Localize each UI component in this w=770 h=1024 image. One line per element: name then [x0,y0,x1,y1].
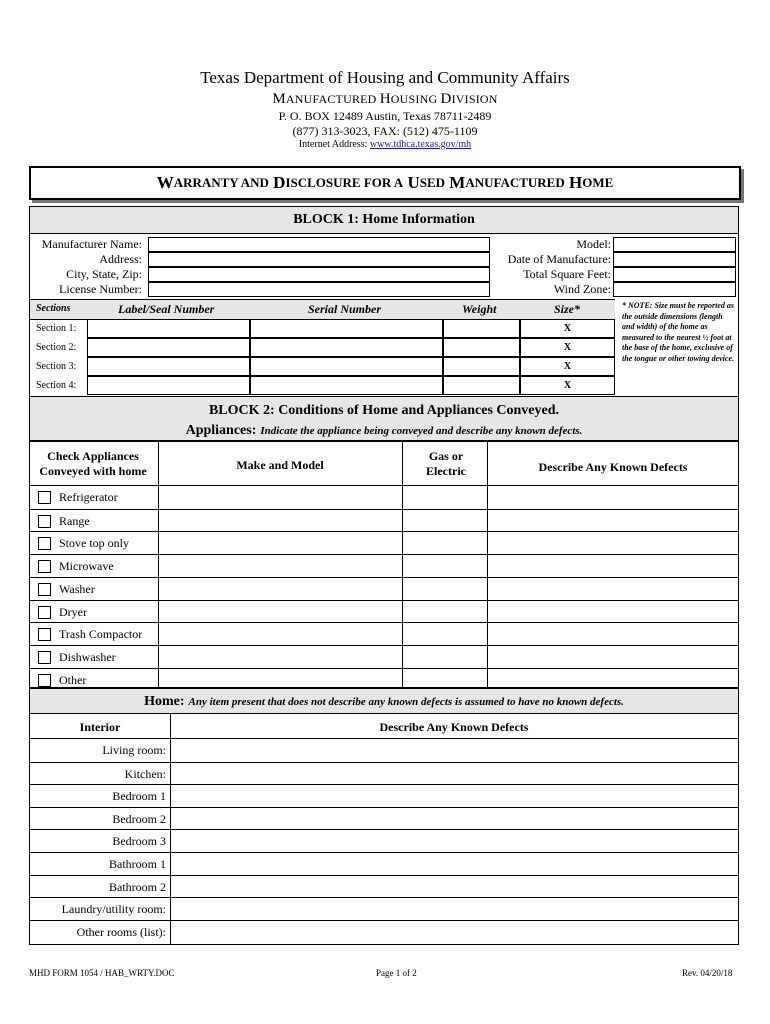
appliance-label: Stove top only [59,536,130,551]
room-row [30,852,738,876]
appliances-instruction: Indicate the appliance being conveyed and describe any known defects. [260,425,583,437]
phone-fax: (877) 313-3023, FAX: (512) 475-1109 [292,124,478,138]
serial-number-field[interactable] [250,338,443,357]
appliance-row [30,554,738,578]
room-defects-field[interactable] [171,785,738,808]
appliance-checkbox[interactable] [38,651,51,664]
section-row-4 [30,376,615,395]
size-x: X [563,323,572,334]
home-heading-box [29,688,739,714]
agency-name: Texas Department of Housing and Community Affairs [200,68,570,87]
internet-label: Internet Address: [298,139,368,150]
serial-number-field[interactable] [250,357,443,376]
serial-number-field[interactable] [250,319,443,338]
total-square-feet-label: Total Square Feet: [523,267,611,281]
size-x: X [563,380,572,391]
appliance-checkbox[interactable] [38,491,51,504]
col-check-appliances: Check Appliances Conveyed with home [39,449,147,478]
section-label: Section 2: [36,342,77,353]
room-row [30,829,738,853]
col-sections: Sections [36,303,71,314]
model-field[interactable] [613,237,736,252]
section-row-3 [30,357,615,376]
appliances-label: Appliances: [185,423,257,438]
address-field[interactable] [148,252,490,267]
col-interior-defects: Describe Any Known Defects [379,720,529,734]
room-label: Laundry/utility room: [61,902,166,917]
appliance-row [30,531,738,555]
room-label: Bedroom 1 [112,789,166,804]
col-label-seal: Label/Seal Number [118,302,215,316]
block1 [29,206,739,398]
size-field[interactable] [520,319,615,338]
make-model-field[interactable] [159,646,402,669]
block2-heading: BLOCK 2: Conditions of Home and Appliances Conveyed. [208,403,560,418]
room-defects-field[interactable] [171,876,738,899]
size-note: * NOTE: Size must be reported as the outside dimensions (length and width) of the home as measured to the nearest ½ foot at the base of the home, exclusive of the tongue or other towing device. [622,301,734,363]
wind-zone-field[interactable] [613,282,736,297]
appliance-label: Dryer [59,604,87,619]
room-label: Kitchen: [124,766,166,781]
room-defects-field[interactable] [171,898,738,921]
label-seal-field[interactable] [87,357,250,376]
room-label: Bathroom 1 [109,857,166,871]
room-row [30,920,738,944]
date-of-manufacture-label: Date of Manufacture: [507,252,611,266]
col-serial-number: Serial Number [308,302,382,316]
home-instruction-line [30,692,738,710]
known-defects-field[interactable] [488,578,738,601]
model-label: Model: [576,237,611,251]
appliances-table [29,440,739,688]
interior-table [29,713,739,945]
internet-address [0,139,770,150]
col-gas-electric: Gas or Electric [426,449,466,478]
serial-number-field[interactable] [250,376,443,395]
size-x: X [563,361,572,372]
size-x: X [563,342,572,353]
home-instruction: Any item present that does not describe any known defects is assumed to have no known defects. [188,696,624,708]
label-seal-field[interactable] [87,338,250,357]
gas-electric-field[interactable] [403,486,487,509]
section-label: Section 3: [36,361,77,372]
weight-field[interactable] [443,338,520,357]
known-defects-field[interactable] [488,486,738,509]
room-label: Bedroom 2 [112,811,166,826]
known-defects-field[interactable] [488,601,738,624]
room-defects-field[interactable] [171,853,738,876]
make-model-field[interactable] [159,578,402,601]
weight-field[interactable] [443,319,520,338]
size-field[interactable] [520,338,615,357]
room-row [30,784,738,808]
section-row-1 [30,319,615,338]
size-field[interactable] [520,357,615,376]
mailing-address: P. O. BOX 12489 Austin, Texas 78711-2489 [278,109,492,123]
address-label: Address: [99,252,142,266]
appliance-checkbox[interactable] [38,537,51,550]
gas-electric-field[interactable] [403,646,487,669]
label-seal-field[interactable] [87,376,250,395]
make-model-field[interactable] [159,555,402,578]
room-label: Living room: [102,743,166,757]
known-defects-field[interactable] [488,555,738,578]
license-number-label: License Number: [59,282,142,296]
appliance-label: Other [59,672,87,687]
room-defects-field[interactable] [171,808,738,831]
gas-electric-field[interactable] [403,601,487,624]
date-of-manufacture-field[interactable] [613,252,736,267]
appliance-checkbox[interactable] [38,674,51,687]
appliance-label: Range [59,513,90,528]
weight-field[interactable] [443,357,520,376]
room-defects-field[interactable] [171,830,738,853]
license-number-field[interactable] [148,282,490,297]
gas-electric-field[interactable] [403,555,487,578]
appliance-checkbox[interactable] [38,628,51,641]
block2-heading-box [29,396,739,442]
known-defects-field[interactable] [488,532,738,555]
section-row-2 [30,338,615,357]
room-defects-field[interactable] [171,921,738,944]
make-model-field[interactable] [159,532,402,555]
size-field[interactable] [520,376,615,395]
appliance-label: Washer [59,581,95,596]
make-model-field[interactable] [159,623,402,646]
appliance-row [30,577,738,601]
block1-heading: BLOCK 1: Home Information [30,207,738,234]
manufacturer-name-field[interactable] [148,237,490,252]
footer-page: Page 1 of 2 [376,968,417,978]
appliance-row [30,486,738,509]
internet-link[interactable]: www.tdhca.texas.gov/mh [369,139,472,150]
home-label: Home: [144,694,185,709]
division-name: MANUFACTURED HOUSING DIVISION [272,91,498,107]
known-defects-field[interactable] [488,646,738,669]
wind-zone-label: Wind Zone: [553,282,611,296]
make-model-field[interactable] [159,510,402,533]
footer-form-id: MHD FORM 1054 / HAB_WRTY.DOC [29,968,175,978]
known-defects-field[interactable] [488,623,738,646]
label-seal-field[interactable] [87,319,250,338]
gas-electric-field[interactable] [403,510,487,533]
room-label: Bedroom 3 [112,834,166,849]
city-state-zip-field[interactable] [148,267,490,282]
room-defects-field[interactable] [171,763,738,786]
weight-field[interactable] [443,376,520,395]
city-state-zip-label: City, State, Zip: [66,267,142,281]
make-model-field[interactable] [159,486,402,509]
appliance-checkbox[interactable] [38,560,51,573]
footer-rev: Rev. 04/20/18 [682,968,733,978]
appliance-row [30,600,738,624]
appliance-checkbox[interactable] [38,606,51,619]
room-defects-field[interactable] [171,739,738,762]
appliance-row [30,645,738,669]
room-label: Bathroom 2 [109,879,166,894]
appliance-label: Trash Compactor [59,627,143,642]
appliance-label: Refrigerator [59,490,118,504]
total-square-feet-field[interactable] [613,267,736,282]
form-title: W ARRANTY AND D ISCLOSURE FOR A U SED M ANUFACTURED H OME [29,166,741,200]
manufacturer-name-label: Manufacturer Name: [41,237,142,251]
appliance-row [30,622,738,646]
appliance-label: Microwave [59,559,114,574]
col-weight: Weight [462,302,497,316]
col-size: Size* [554,302,581,316]
appliance-label: Dishwasher [59,649,116,664]
col-known-defects: Describe Any Known Defects [538,460,688,474]
room-label: Other rooms (list): [76,924,166,939]
room-row [30,739,738,762]
room-row [30,875,738,899]
gas-electric-field[interactable] [403,578,487,601]
col-interior: Interior [79,720,121,734]
gas-electric-field[interactable] [403,623,487,646]
gas-electric-field[interactable] [403,532,487,555]
known-defects-field[interactable] [488,510,738,533]
section-label: Section 1: [36,323,77,334]
room-row [30,762,738,786]
col-make-model: Make and Model [236,458,324,472]
room-row [30,897,738,921]
appliance-checkbox[interactable] [38,583,51,596]
appliance-checkbox[interactable] [38,515,51,528]
make-model-field[interactable] [159,601,402,624]
room-row [30,807,738,831]
section-label: Section 4: [36,380,77,391]
appliance-row [30,509,738,533]
sections-header-row [30,299,615,320]
appliances-instruction-line [30,421,738,439]
